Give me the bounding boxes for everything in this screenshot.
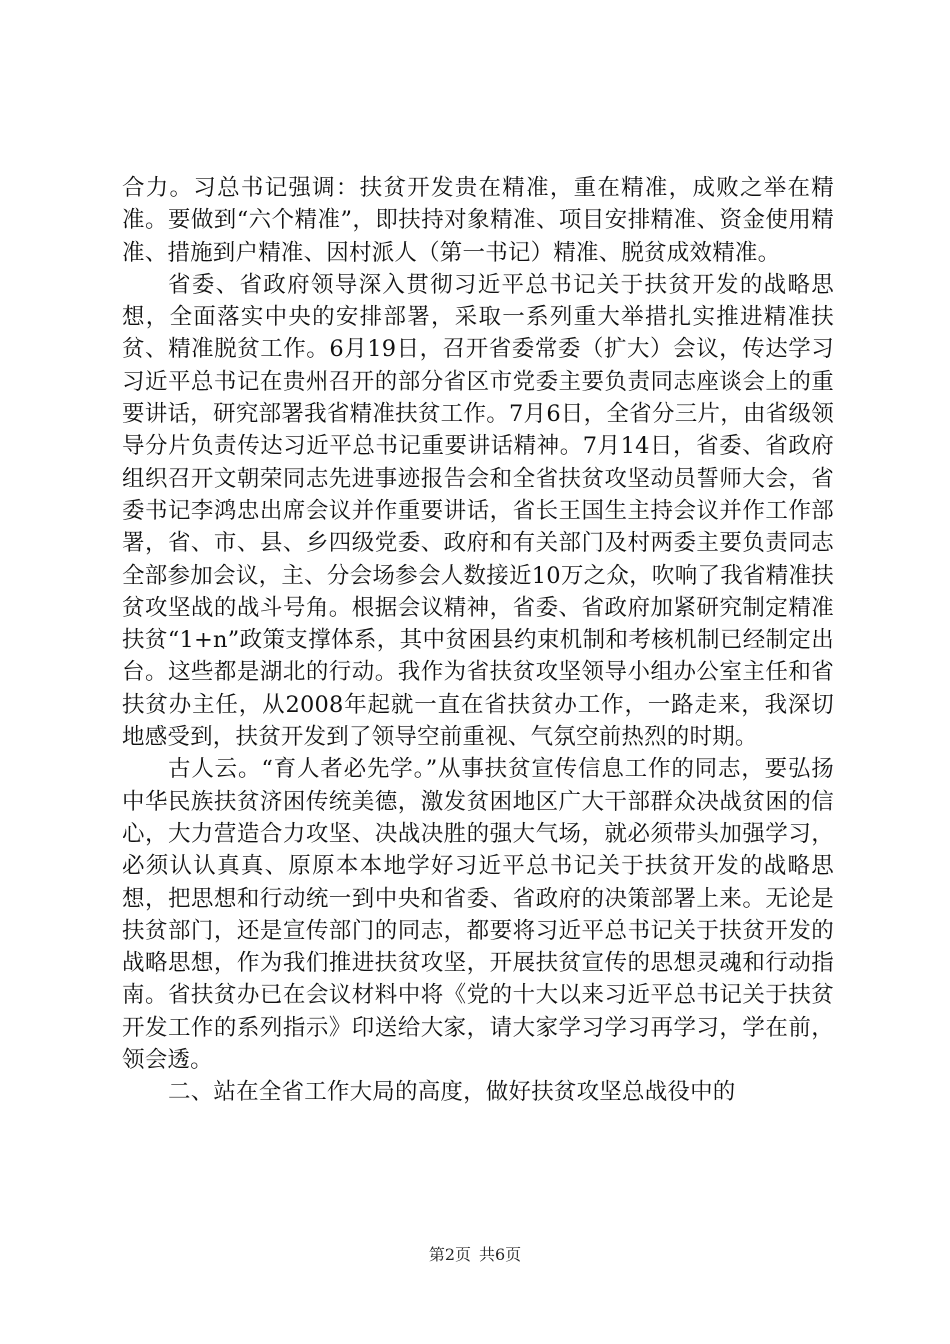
page-number: 第2页 bbox=[428, 1245, 471, 1264]
section-heading-two: 二、站在全省工作大局的高度，做好扶贫攻坚总战役中的 bbox=[168, 1079, 736, 1106]
document-body bbox=[122, 172, 834, 1109]
paragraph-study-requirement: 古人云。“育人者必先学。”从事扶贫宣传信息工作的同志，要弘扬中华民族扶贫济困传统美德，激发贫困地区广大干部群众决战贫困的信心，大力营造合力攻坚、决战决胜的强大气场，就必须带头加强学习，必须认认真真、原原本本地学好习近平总书记关于扶贫开发的战略思想，把思想和行动统一到中央和省委、省政府的决策部署上来。无论是扶贫部门，还是宣传部门的同志，都要将习近平总书记关于扶贫开发的战略思想，作为我们推进扶贫攻坚，开展扶贫宣传的思想灵魂和行动指南。省扶贫办已在会议材料中将《党的十大以来习近平总书记关于扶贫开发工作的系列指示》印送给大家，请大家学习学习再学习，学在前，领会透。 bbox=[122, 756, 834, 1074]
page-footer bbox=[0, 1245, 950, 1265]
page-total: 共6页 bbox=[479, 1245, 522, 1264]
paragraph-provincial-measures: 省委、省政府领导深入贯彻习近平总书记关于扶贫开发的战略思想，全面落实中央的安排部署，采取一系列重大举措扎实推进精准扶贫、精准脱贫工作。6月19日，召开省委常委（扩大）会议，传达学习习近平总书记在贵州召开的部分省区市党委主要负责同志座谈会上的重要讲话，研究部署我省精准扶贫工作。7月6日，全省分三片，由省级领导分片负责传达习近平总书记重要讲话精神。7月14日，省委、省政府组织召开文朝荣同志先进事迹报告会和全省扶贫攻坚动员誓师大会，省委书记李鸿忠出席会议并作重要讲话，省长王国生主持会议并作工作部署，省、市、县、乡四级党委、政府和有关部门及村两委主要负责同志全部参加会议，主、分会场参会人数接近10万之众，吹响了我省精准扶贫攻坚战的战斗号角。根据会议精神，省委、省政府加紧研究制定精准扶贫“1+n”政策支撑体系，其中贫困县约束机制和考核机制已经制定出台。这些都是湖北的行动。我作为省扶贫攻坚领导小组办公室主任和省扶贫办主任，从2008年起就一直在省扶贫办工作，一路走来，我深切地感受到，扶贫开发到了领导空前重视、气氛空前热烈的时期。 bbox=[122, 271, 834, 751]
paragraph-continuation: 合力。习总书记强调：扶贫开发贵在精准，重在精准，成败之举在精准。要做到“六个精准”，即扶持对象精准、项目安排精准、资金使用精准、措施到户精准、因村派人（第一书记）精准、脱贫成效精准。 bbox=[122, 175, 834, 266]
